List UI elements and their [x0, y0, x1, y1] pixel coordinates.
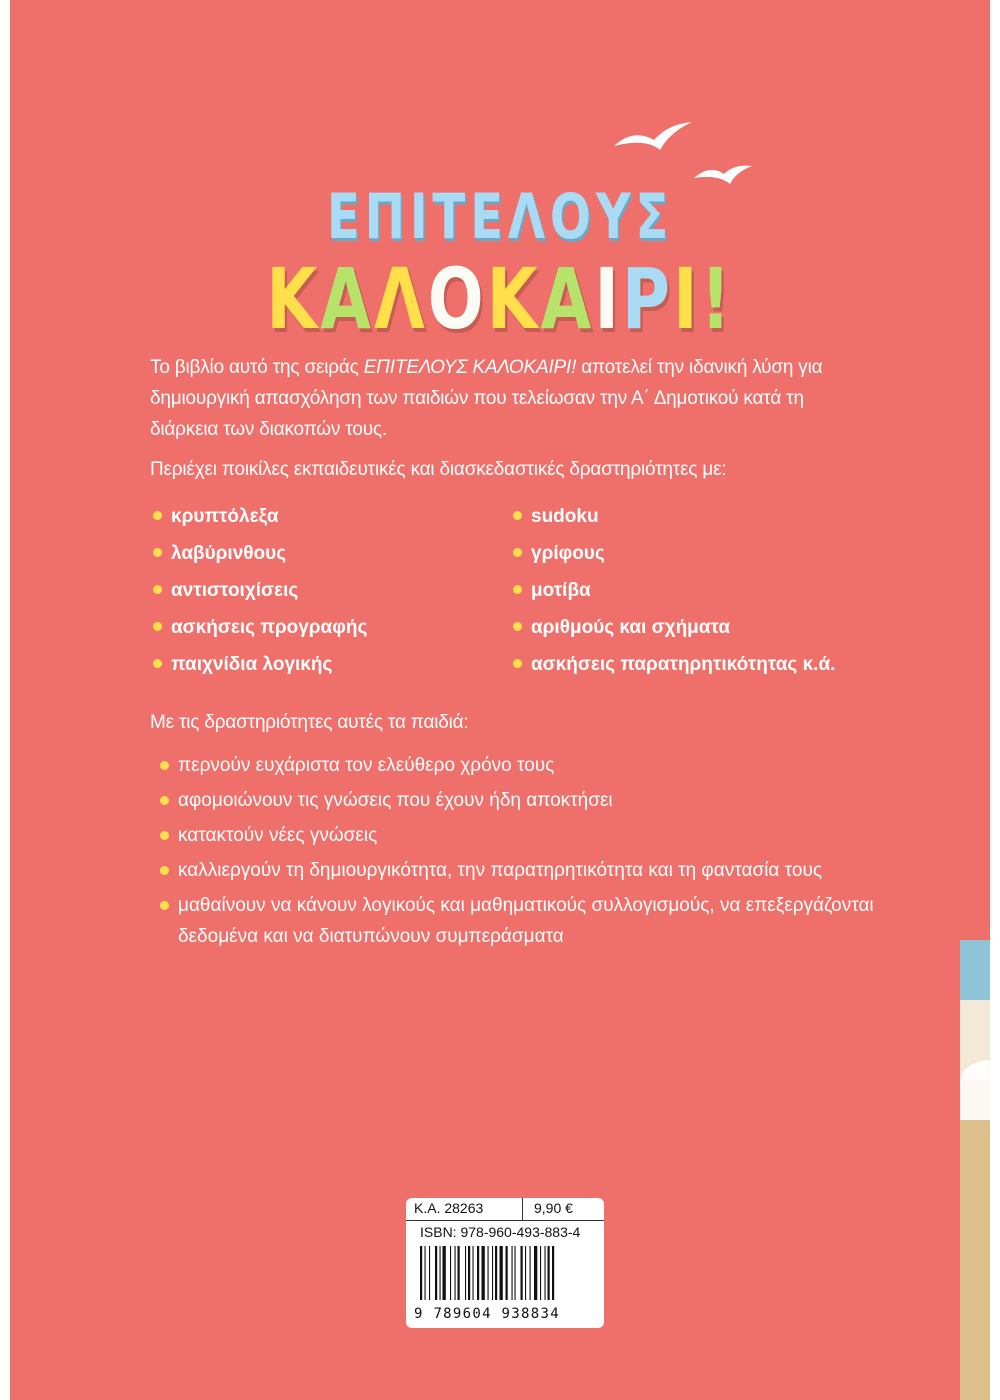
intro-text: Το βιβλίο αυτό της σειράς — [150, 357, 364, 378]
bullet-icon — [153, 622, 162, 631]
barcode-digits: 9 789604 938834 — [414, 1306, 560, 1322]
price: 9,90 € — [534, 1200, 573, 1216]
barcode-bar — [495, 1246, 497, 1300]
bullet-icon — [513, 659, 522, 668]
bullet-icon — [513, 585, 522, 594]
bullet-icon — [513, 622, 522, 631]
barcode-bar — [512, 1246, 513, 1300]
benefit-text: αφομοιώνουν τις γνώσεις που έχουν ήδη αποκτήσει — [178, 790, 613, 811]
barcode-bar — [435, 1246, 437, 1300]
benefit-text: μαθαίνουν να κάνουν λογικούς και μαθηματικούς συλλογισμούς, να επεξεργάζονται δεδομένα και να διατυπώνουν συμπεράσματα — [178, 895, 874, 947]
bullet-icon — [153, 585, 162, 594]
barcode-bar — [506, 1246, 508, 1300]
bullet-icon — [160, 761, 169, 770]
barcode-bar — [465, 1246, 466, 1300]
title-letter: Ρ — [621, 250, 674, 348]
benefits-list — [160, 750, 880, 956]
barcode-bar — [540, 1246, 541, 1300]
title-letter: Ο — [427, 250, 487, 348]
barcode-bar — [534, 1246, 537, 1300]
activity-label: παιχνίδια λογικής — [171, 654, 333, 675]
benefit-text: κατακτούν νέες γνώσεις — [178, 825, 378, 846]
list-item — [153, 537, 513, 574]
wave-illustration — [960, 1060, 990, 1120]
list-item — [513, 574, 933, 611]
barcode-bar — [450, 1246, 451, 1300]
benefit-text: περνούν ευχάριστα τον ελεύθερο χρόνο τους — [178, 755, 555, 776]
back-cover — [10, 0, 990, 1400]
activity-label: ασκήσεις παρατηρητικότητας κ.ά. — [531, 654, 836, 675]
barcode-icon — [420, 1246, 592, 1300]
title-line-1: ΕΠΙΤΕΛΟΥΣ — [326, 180, 674, 253]
list-item — [160, 785, 880, 816]
title-letter: Α — [320, 250, 375, 348]
divider — [522, 1198, 523, 1220]
activities-list-left — [153, 500, 513, 685]
list-item — [513, 611, 933, 648]
barcode-bar — [477, 1246, 479, 1300]
list-item — [153, 500, 513, 537]
activities-list-right — [513, 500, 933, 685]
barcode-header — [406, 1198, 604, 1221]
barcode-bar — [488, 1246, 489, 1300]
list-item — [153, 611, 513, 648]
barcode-bar — [515, 1246, 516, 1300]
title-letter: Κ — [486, 250, 541, 348]
list-item — [160, 855, 880, 886]
bullet-icon — [153, 659, 162, 668]
activity-label: κρυπτόλεξα — [171, 506, 279, 527]
activity-label: αριθμούς και σχήματα — [531, 617, 731, 638]
barcode-bar — [455, 1246, 456, 1300]
list-item — [160, 890, 880, 952]
benefits-heading: Με τις δραστηριότητες αυτές τα παιδιά: — [150, 712, 469, 733]
barcode-bar — [473, 1246, 474, 1300]
series-name: ΕΠΙΤΕΛΟΥΣ ΚΑΛΟΚΑΙΡΙ! — [363, 357, 577, 378]
beach-illustration — [960, 940, 990, 1400]
intro-paragraph — [150, 352, 860, 445]
barcode-bar — [545, 1246, 546, 1300]
list-item — [513, 537, 933, 574]
barcode-bar — [420, 1246, 422, 1300]
barcode-bar — [468, 1246, 470, 1300]
title-letter: Λ — [374, 250, 428, 348]
barcode-bar — [552, 1246, 554, 1300]
list-item — [153, 574, 513, 611]
title-line-2 — [118, 250, 882, 348]
bullet-icon — [153, 548, 162, 557]
barcode-bar — [482, 1246, 485, 1300]
barcode-label — [406, 1198, 604, 1328]
barcode-bar — [440, 1246, 441, 1300]
bullet-icon — [160, 866, 169, 875]
bullet-icon — [513, 511, 522, 520]
barcode-bar — [492, 1246, 493, 1300]
list-item — [160, 750, 880, 781]
benefit-text: καλλιεργούν τη δημιουργικότητα, την παρατηρητικότητα και τη φαντασία τους — [178, 860, 823, 881]
title-letter: Κ — [266, 250, 321, 348]
bullet-icon — [160, 831, 169, 840]
barcode-bar — [500, 1246, 503, 1300]
activity-label: μοτίβα — [531, 580, 591, 601]
barcode-bar — [425, 1246, 426, 1300]
title-letter: Α — [540, 250, 595, 348]
list-item — [160, 820, 880, 851]
list-item — [513, 500, 933, 537]
barcode-bar — [458, 1246, 460, 1300]
bullet-icon — [153, 511, 162, 520]
activity-label: γρίφους — [531, 543, 605, 564]
title-letter: Ι — [673, 250, 701, 348]
activity-label: αντιστοιχίσεις — [171, 580, 299, 601]
barcode-bar — [530, 1246, 531, 1300]
barcode-bar — [443, 1246, 446, 1300]
bullet-icon — [513, 548, 522, 557]
title-letter: ! — [700, 250, 734, 348]
isbn: ISBN: 978-960-493-883-4 — [420, 1224, 581, 1240]
intro-text: αποτελεί την ιδανική λύση για δημιουργική απασχόληση των παιδιών που τελείωσαν την Α΄ Δημοτικού κατά τη διάρκεια των διακοπών τους. — [150, 357, 823, 440]
barcode-bar — [548, 1246, 550, 1300]
barcode-bar — [525, 1246, 526, 1300]
activity-label: sudoku — [531, 506, 599, 527]
title-letter: Ι — [594, 250, 622, 348]
bullet-icon — [160, 901, 169, 910]
product-code: Κ.Α. 28263 — [414, 1200, 484, 1216]
activity-label: λαβύρινθους — [171, 543, 287, 564]
barcode-bar — [429, 1246, 430, 1300]
activities-heading: Περιέχει ποικίλες εκπαιδευτικές και διασκεδαστικές δραστηριότητες με: — [150, 459, 727, 480]
activity-label: ασκήσεις προγραφής — [171, 617, 368, 638]
list-item — [153, 648, 513, 685]
barcode-bar — [521, 1246, 523, 1300]
list-item — [513, 648, 933, 685]
bullet-icon — [160, 796, 169, 805]
